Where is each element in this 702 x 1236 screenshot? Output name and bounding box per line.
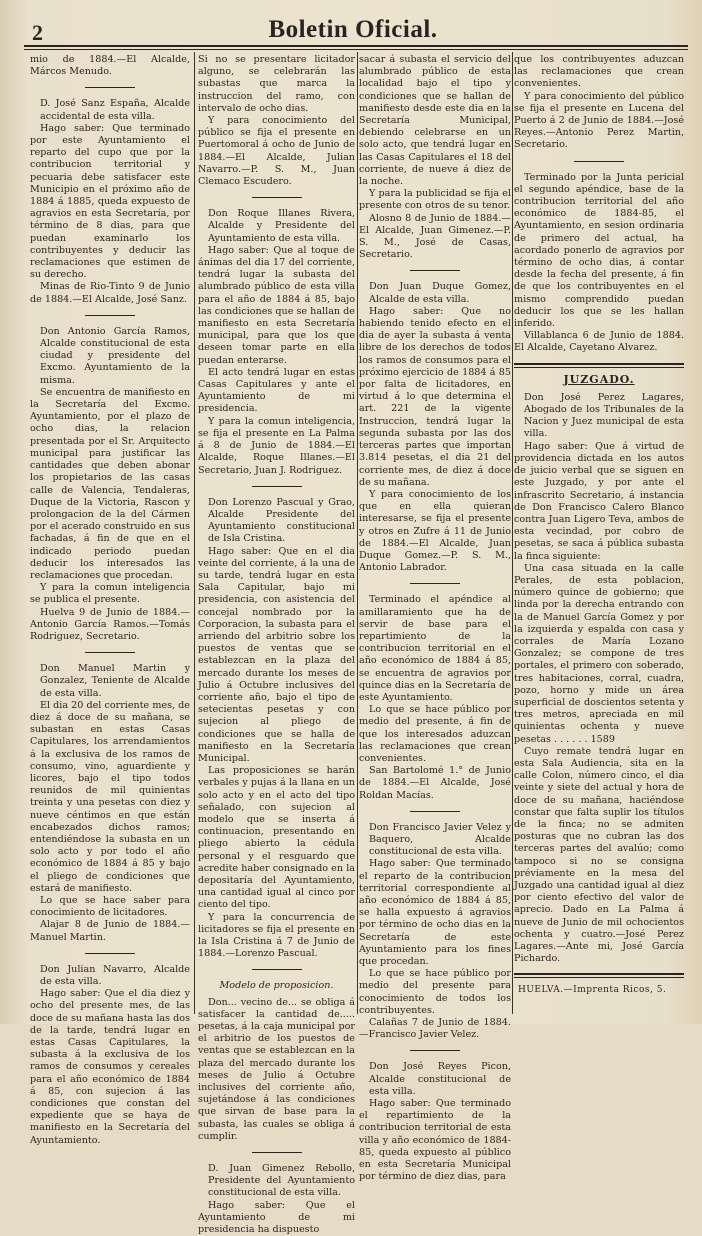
- notice-heading: Don Francisco Javier Velez y Baquero, Alcalde constitucional de esta villa.: [369, 821, 511, 858]
- notice: [30, 54, 190, 78]
- column-4: [514, 54, 684, 1014]
- notice-separator: [85, 953, 135, 954]
- notice-paragraph: Villablanca 6 de Junio de 1884. El Alcalde, Cayetano Alvarez.: [514, 330, 684, 354]
- column-divider: [512, 52, 513, 1014]
- notice-paragraph: Hago saber: Que á virtud de providencia dictada en los autos de juicio verbal que se siguen en este Juzgado, y por ante el infrascrito Secretario, á instancia de Don Francisco Calero Blanco contra Juan Ligero Teva, ambos de esta vecindad, por cobro de pesetas, se saca á pública subasta la finca siguiente:: [514, 440, 684, 562]
- notice: [198, 497, 355, 961]
- notice-paragraph: Hago saber: Que el dia diez y ocho del presente mes, de las doce de su mañana hasta las dos de la tarde, tendrá lugar en estas Casas Capitulares, la subasta á la exclusiva de los ramos de consumos y cereales para el año económico de 1884 á 85, con sujecion á las condiciones que constan del expediente que se haya de manifiesto en la Secretaría del Ayuntamiento.: [30, 988, 190, 1146]
- column-1: [30, 54, 190, 1146]
- notice-paragraph: Y para conocimiento de los que en ella quieran interesarse, se fija el presente y otros en Zufre á 11 de Junio de 1884.—El Alcalde, Juan Duque Gomez.—P. S. M., Antonio Labrador.: [359, 488, 511, 574]
- notice-separator: [252, 486, 302, 487]
- notice-paragraph: Alosno 8 de Junio de 1884.—El Alcalde, Juan Gimenez.—P. S. M., José de Casas, Secretario.: [359, 212, 511, 261]
- column-2: [198, 54, 355, 1236]
- notice: [30, 98, 190, 305]
- notice-paragraph: Y para conocimiento del público se fija el presente en Lucena del Puerto á 2 de Junio de 1884.—José Reyes.—Antonio Perez Martin, Secretario.: [514, 90, 684, 151]
- column-divider: [357, 52, 358, 1014]
- notice: [359, 594, 511, 801]
- notice: [359, 281, 511, 574]
- notice: [198, 1163, 355, 1236]
- notice: [514, 172, 684, 355]
- footer-rule: [514, 973, 684, 975]
- notice-paragraph: Calañas 7 de Junio de 1884.—Francisco Javier Velez.: [359, 1017, 511, 1041]
- notice-paragraph: Hago saber: Que terminado por este Ayuntamiento el reparto del cupo que por la contribucion territorial y pecuaria debe satisfacer este Municipio en el próximo año de 1884 á 1885, queda expuesto de agravios en esta Secretaría, por término de 8 dias, para que puedan examinarlo los contribuyentes y deducir las reclamaciones que estimen de su derecho.: [30, 122, 190, 281]
- notice-paragraph: Se encuentra de manifiesto en la Secretaría del Excmo. Ayuntamiento, por el plazo de ocho dias, la relacion presentada por el Sr. Arquitecto municipal para justificar las cantidades que deben abonar los propietarios de las casas calle de Valencia, Tendaleras, Duque de la Victoria, Rascon y prolongacion de la del Cármen por el acerado construido en sus fachadas, á fin de que en el indicado periodo puedan deducir los interesados las reclamaciones que procedan.: [30, 386, 190, 581]
- notice-paragraph: Hago saber: Que el Ayuntamiento de mi presidencia ha dispuesto: [198, 1199, 355, 1236]
- notice-heading: Don Lorenzo Pascual y Grao, Alcalde Presidente del Ayuntamiento constitucional de Isla Cristina.: [208, 496, 355, 545]
- notice-heading: Don Manuel Martin y Gonzalez, Teniente de Alcalde de esta villa.: [40, 663, 190, 699]
- notice: [514, 392, 684, 966]
- notice-heading: Don Antonio García Ramos, Alcalde constitucional de esta ciudad y presidente del Excmo. Ayuntamiento de la misma.: [40, 325, 190, 386]
- notice: [198, 208, 355, 476]
- notice-separator: [252, 1152, 302, 1153]
- notice-paragraph: Y para conocimiento del público se fija el presente en Puertomoral á ocho de Junio de 1884.—El Alcalde, Julian Navarro.—P. S. M., Juan Clemaco Escudero.: [198, 115, 355, 188]
- notice-paragraph: Lo que se hace público por medio del presente, á fin de que los interesados aduzcan las reclamaciones que crean convenientes.: [359, 704, 511, 764]
- notice-separator: [410, 583, 460, 584]
- notice: [30, 964, 190, 1147]
- notice-paragraph: Hago saber: Que al toque de ánimas del dia 17 del corriente, tendrá lugar la subasta del alumbrado público de esta villa para el año de 1884 á 85, bajo las condiciones que se hallan de manifiesto en esta Secretaría municipal, para que los que deseen tomar parte en ella puedan enterarse.: [198, 244, 355, 366]
- notice: [359, 1061, 511, 1183]
- notice: [198, 54, 355, 188]
- notice-heading: Don José Reyes Picon, Alcalde constitucional de esta villa.: [369, 1061, 511, 1097]
- notice: [359, 822, 511, 1042]
- notice-paragraph: Don... vecino de... se obliga á satisfacer la cantidad de..... pesetas, á la caja municipal por el arbitrio de los puestos de ventas que se establezcan en la plaza del mercado durante los meses de Julio á Octubre inclusives del corriente año, sujetándose á las condiciones que sirvan de base para la subasta, las cuales se obliga á cumplir.: [198, 996, 355, 1142]
- notice-separator: [85, 315, 135, 316]
- column-divider: [194, 52, 195, 1014]
- notice-separator: [410, 270, 460, 271]
- notice-heading: Don Julian Navarro, Alcalde de esta villa.: [40, 963, 190, 988]
- notice-paragraph: Y para la comun inteligencia se publica el presente.: [30, 582, 190, 606]
- notice-separator: [85, 652, 135, 653]
- notice-paragraph: Y para la comun inteligencia, se fija el presente en La Palma á 8 de Junio de 1884.—El Alcalde, Roque Illanes.—El Secretario, Juan J. Rodriguez.: [198, 415, 355, 476]
- model-title: Modelo de proposicion.: [219, 980, 334, 992]
- notice-paragraph: Y para la publicidad se fija el presente con otros de su tenor.: [359, 188, 511, 212]
- notice-paragraph: Lo que se hace saber para conocimiento de licitadores.: [30, 895, 190, 919]
- notice-paragraph: mio de 1884.—El Alcalde, Márcos Menudo.: [30, 54, 190, 78]
- notice-paragraph: Hago saber: Que terminado el reparto de la contribucion territorial correspondiente al año económico de 1884 á 85, se halla expuesto á agravios por término de ocho dias en la Secretaría de este Ayuntamiento para los fines que procedan.: [359, 858, 511, 968]
- column-3: [359, 54, 511, 1183]
- notice-paragraph: Si no se presentare licitador alguno, se celebrarán las subastas que marca la instruccion del ramo, con intervalo de ocho dias.: [198, 54, 355, 114]
- page-header: [18, 12, 688, 48]
- notice: [30, 663, 190, 944]
- notice-paragraph: Una casa situada en la calle Perales, de esta poblacion, número quince de gobierno; que linda por la derecha entrando con la de Manuel García Gomez y por la izquierda y espalda con casa y corrales de María Lozano Gonzalez; se compone de tres portales, el primero con soberado, tres habitaciones, corral, cuadra, pozo, horno y mide un área superficial de doscientos setenta y tres metros, apreciada en mil quinientas ochenta y nueve pesetas . . . . . . 1589: [514, 562, 684, 745]
- notice-heading: Don José Perez Lagares, Abogado de los Tribunales de la Nacion y Juez municipal de esta villa.: [524, 391, 684, 440]
- notice-heading: D. José Sanz España, Alcalde accidental de esta villa.: [40, 98, 190, 122]
- notice-heading: Don Juan Duque Gomez, Alcalde de esta villa.: [369, 281, 511, 305]
- notice-paragraph: sacar á subasta el servicio del alumbrado público de esta localidad bajo el tipo y condiciones que se hallan de manifiesto desde este dia en la Secretaría Municipal, debiendo celebrarse en un solo acto, que tendrá lugar en las Casas Capitulares el 18 del corriente, de nueve á diez de la noche.: [359, 54, 511, 188]
- page-number: 2: [32, 20, 43, 45]
- notice-paragraph: Minas de Rio-Tinto 9 de Junio de 1884.—El Alcalde, José Sanz.: [30, 281, 190, 305]
- notice-paragraph: Las proposiciones se harán verbales y pujas á la llana en un solo acto y en el acto del tipo señalado, con sujecion al modelo que se inserta á continuacion, presentando en pliego abierto la cédula personal y el resguardo que acredite haber consignado en la depositaría del Ayuntamiento, una cantidad igual al cinco por ciento del tipo.: [198, 765, 355, 911]
- notice-heading: D. Juan Gimenez Rebollo, Presidente del Ayuntamiento constitucional de esta villa.: [208, 1163, 355, 1199]
- notice-heading: Don Roque Illanes Rivera, Alcalde y Presidente del Ayuntamiento de esta villa.: [208, 208, 355, 244]
- page-title: Boletin Oficial.: [268, 16, 438, 43]
- notice-paragraph: Hago saber: Que no habiendo tenido efecto en el dia de ayer la subasta á venta libre de los derechos de todos los ramos de consumos para el próximo ejercicio de 1884 á 85 por falta de licitadores, en virtud á lo que determina el art. 221 de la vigente Instruccion, tendrá lugar la segunda subasta por las dos terceras partes que importan 3.814 pesetas, el dia 21 del corriente mes, de diez á doce de su mañana.: [359, 305, 511, 488]
- notice-separator: [252, 197, 302, 198]
- notice-separator: [574, 161, 624, 162]
- notice: [514, 54, 684, 152]
- notice-separator: [410, 1050, 460, 1051]
- notice-paragraph: El dia 20 del corriente mes, de diez á doce de su mañana, se subastan en estas Casas Capitulares, los arrendamientos á la exclusiva de los ramos de consumo, vino, aguardiente y licores, bajo el tipo todos reunidos de mil quinientas treinta y una pesetas con diez y nueve céntimos en que están encabezados dichos ramos; entendiéndose la subasta en un solo acto y por todo el año económico de 1884 á 85 y bajo el pliego de condiciones que estará de manifiesto.: [30, 699, 190, 894]
- footer-rule-thin: [514, 977, 684, 978]
- notice-paragraph: Hago saber: Que en el dia veinte del corriente, á la una de su tarde, tendrá lugar en esta Sala Capitular, bajo mi presidencia, con asistencia del concejal nombrado por la Corporacion, la subasta para el arriendo del arbitrio sobre los puestos de ventas que se establezcan en la plaza del mercado durante los meses de Julio á Octubre inclusives del corriente año, bajo el tipo de setecientas pesetas y con sujecion al pliego de condiciones que se halla de manifiesto en la Secretaría Municipal.: [198, 545, 355, 764]
- notice: [30, 326, 190, 643]
- notice-separator: [252, 969, 302, 970]
- notice-paragraph: Alajar 8 de Junio de 1884.—Manuel Martin.: [30, 919, 190, 943]
- notice-paragraph: que los contribuyentes aduzcan las reclamaciones que crean convenientes.: [514, 54, 684, 90]
- header-rule-thin: [24, 49, 688, 50]
- notice-paragraph: Terminado por la Junta pericial el segundo apéndice, base de la contribucion territorial del año económico de 1884-85, el Ayuntamiento, en sesion ordinaria de primero del actual, ha acordado ponerlo de agravios por término de ocho dias, á contar desde la fecha del presente, á fin de que los contribuyentes en el mismo comprendido puedan deducir los que se les hallan inferido.: [514, 171, 684, 330]
- notice-paragraph: Huelva 9 de Junio de 1884.—Antonio García Ramos.—Tomás Rodriguez, Secretario.: [30, 606, 190, 642]
- notice-paragraph: Hago saber: Que terminado el repartimiento de la contribucion territorial de esta villa y año económico de 1884-85, queda expuesto al público en esta Secretaría Municipal por término de diez dias, para: [359, 1098, 511, 1183]
- notice-paragraph: Y para la concurrencia de licitadores se fija el presente en la Isla Cristina á 7 de Junio de 1884.—Lorenzo Pascual.: [198, 911, 355, 960]
- notice-paragraph: Terminado el apéndice al amillaramiento que ha de servir de base para el repartimiento de la contribucion territorial en el año económico de 1884 á 85, se encuentra de agravios por quince dias en la Secretaría de este Ayuntamiento.: [359, 594, 511, 703]
- notice: [359, 54, 511, 261]
- notice-separator: [85, 87, 135, 88]
- section-rule-thin: [514, 367, 684, 368]
- section-title: JUZGADO.: [563, 372, 635, 386]
- notice-paragraph: Cuyo remate tendrá lugar en esta Sala Audiencia, sita en la calle Colon, número cinco, el dia veinte y siete del actual y hora de doce de su mañana, haciéndose constar que falta suplir los títulos de la finca; no se admiten posturas que no cubran las dos terceras partes del avalúo; como tampoco si no se consigna préviamente en la mesa del Juzgado una cantidad igual al diez por ciento efectivo del valor de aprecio. Dado en La Palma á nueve de Junio de mil ochocientos ochenta y cuatro.—José Perez Lagares.—Ante mi, José García Pichardo.: [514, 745, 684, 965]
- notice-paragraph: San Bartolomé 1.° de Junio de 1884.—El Alcalde, José Roldan Macías.: [359, 765, 511, 801]
- printer-imprint: HUELVA.—Imprenta Ricos, 5.: [518, 985, 667, 996]
- header-rule: [24, 45, 688, 47]
- notice: [198, 997, 355, 1143]
- section-rule: [514, 363, 684, 365]
- notice-paragraph: Lo que se hace público por medio del presente para conocimiento de todos los contribuyentes.: [359, 968, 511, 1016]
- notice-separator: [410, 811, 460, 812]
- notice-paragraph: El acto tendrá lugar en estas Casas Capitulares y ante el Ayuntamiento de mi presidencia.: [198, 366, 355, 415]
